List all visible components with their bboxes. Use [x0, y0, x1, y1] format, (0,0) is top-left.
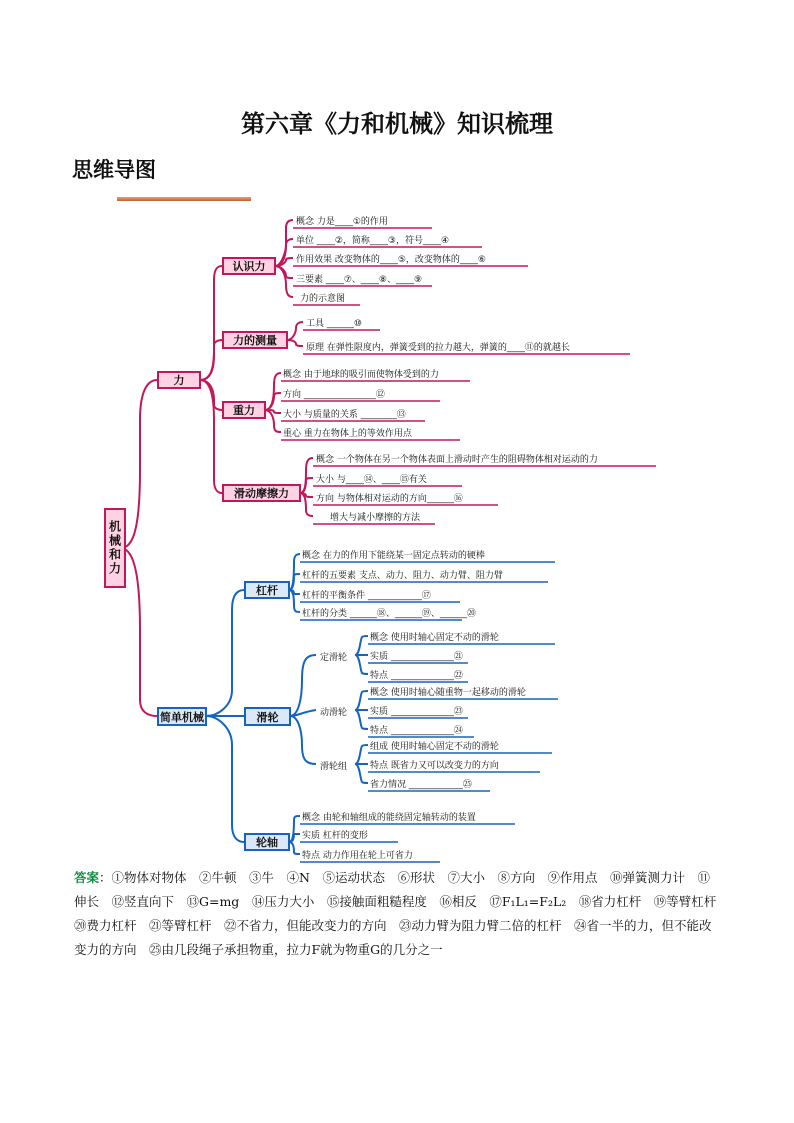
connector-force-celiang	[200, 340, 222, 380]
connector-force-mocali	[200, 380, 222, 493]
leaf-renshili-5: 力的示意图	[300, 294, 346, 304]
leaf-zu-2: 特点 既省力又可以改变力的方向	[370, 761, 499, 771]
group-donghualun: 动滑轮	[320, 708, 348, 718]
leaf-lunzhou-2: 实质 杠杆的变形	[302, 831, 368, 841]
leaf-lunzhou-1: 概念 由轮和轴组成的能绕固定轴转动的装置	[302, 813, 476, 823]
leaf-lunzhou-3: 特点 动力作用在轮上可省力	[302, 851, 413, 861]
leaf-zu-1: 组成 使用时轴心固定不动的滑轮	[370, 742, 499, 752]
answer-text: ：①物体对物体 ②牛顿 ③牛 ④N ⑤运动状态 ⑥形状 ⑦大小 ⑧方向 ⑨作用点 ⑩弹簧测力计 ⑪伸长 ⑫竖直向下 ⑬G=mg ⑭压力大小 ⑮接触面粗糙程度 ⑯相反 ⑰F₁L₁=F₂L₂ ⑱省力杠杆 ⑲等臂杠杆 ⑳费力杠杆 ㉑等臂杠杆 ㉒不省力，但能改变力的方向 ㉓动力臂为阻力臂二倍的杠杆 ㉔省一半的力，但不能改变力的方向 ㉕由几段绳子承担物重，拉力F就为物重G的几分之一	[74, 870, 729, 957]
leaf-ganggan-4: 杠杆的分类 ______⑱、______⑲、______⑳	[302, 609, 476, 619]
node-zhongli: 重力	[222, 401, 266, 419]
node-ganggan: 杠杆	[244, 581, 290, 599]
leaf-zhongli-3: 大小 与质量的关系 ________⑬	[283, 410, 406, 420]
leaf-renshili-1: 概念 力是____①的作用	[296, 217, 388, 227]
leaf-dong-1: 概念 使用时轴心随重物一起移动的滑轮	[370, 688, 526, 698]
leaf-renshili-3: 作用效果 改变物体的____⑤，改变物体的____⑥	[296, 255, 486, 265]
root-node: 机械和力	[104, 508, 126, 588]
node-renshili: 认识力	[222, 257, 276, 275]
leaf-mocali-2: 大小 与____⑭、____⑮有关	[316, 475, 427, 485]
node-mocali: 滑动摩擦力	[222, 484, 301, 502]
page-title: 第六章《力和机械》知识梳理	[241, 109, 553, 138]
leaf-celiang-2: 原理 在弹性限度内，弹簧受到的拉力越大，弹簧的____⑪的就越长	[306, 343, 570, 353]
leaf-dong-3: 特点 ______________㉔	[370, 726, 463, 736]
leaf-mocali-4: 增大与减小摩擦的方法	[330, 513, 421, 523]
leaf-zhongli-4: 重心 重力在物体上的等效作用点	[283, 429, 412, 439]
leaf-renshili-4: 三要素 ____⑦、____⑧、____⑨	[296, 275, 423, 285]
leaf-zu-3: 省力情况 ____________㉕	[370, 780, 472, 790]
leaf-ganggan-3: 杠杆的平衡条件 ____________⑰	[302, 591, 431, 601]
leaf-ding-2: 实质 ______________㉑	[370, 652, 463, 662]
node-hualun: 滑轮	[244, 707, 291, 726]
answer-block	[74, 866, 729, 962]
connector-machine-lunzhou	[206, 716, 244, 842]
leaf-dong-2: 实质 ______________㉓	[370, 707, 463, 717]
leaf-mocali-1: 概念 一个物体在另一个物体表面上滑动时产生的阻碍物体相对运动的力	[316, 455, 598, 465]
leaf-ganggan-1: 概念 在力的作用下能绕某一固定点转动的硬棒	[302, 551, 485, 561]
connector-force-renshili	[200, 266, 222, 380]
node-simple-machine: 简单机械	[157, 707, 207, 726]
leaf-ding-1: 概念 使用时轴心固定不动的滑轮	[370, 633, 499, 643]
group-hualunzu: 滑轮组	[320, 762, 348, 772]
node-force: 力	[157, 371, 201, 389]
leaf-ding-3: 特点 ______________㉒	[370, 671, 463, 681]
connector-machine-ganggan	[206, 590, 244, 716]
node-celiang: 力的测量	[222, 331, 288, 349]
leaf-zhongli-2: 方向 ________________⑫	[283, 390, 385, 400]
leaf-renshili-2: 单位 ____②，简称____③，符号____④	[296, 236, 450, 246]
node-lunzhou: 轮轴	[244, 833, 290, 851]
leaf-mocali-3: 方向 与物体相对运动的方向______⑯	[316, 494, 463, 504]
answer-key: 答案	[74, 870, 100, 885]
leaf-zhongli-1: 概念 由于地球的吸引而使物体受到的力	[283, 370, 439, 380]
leaf-ganggan-2: 杠杆的五要素 支点、动力、阻力、动力臂、阻力臂	[302, 571, 503, 581]
group-dinghualun: 定滑轮	[320, 653, 348, 663]
section-heading: 思维导图	[72, 157, 156, 182]
leaf-celiang-1: 工具 ______⑩	[306, 319, 362, 329]
